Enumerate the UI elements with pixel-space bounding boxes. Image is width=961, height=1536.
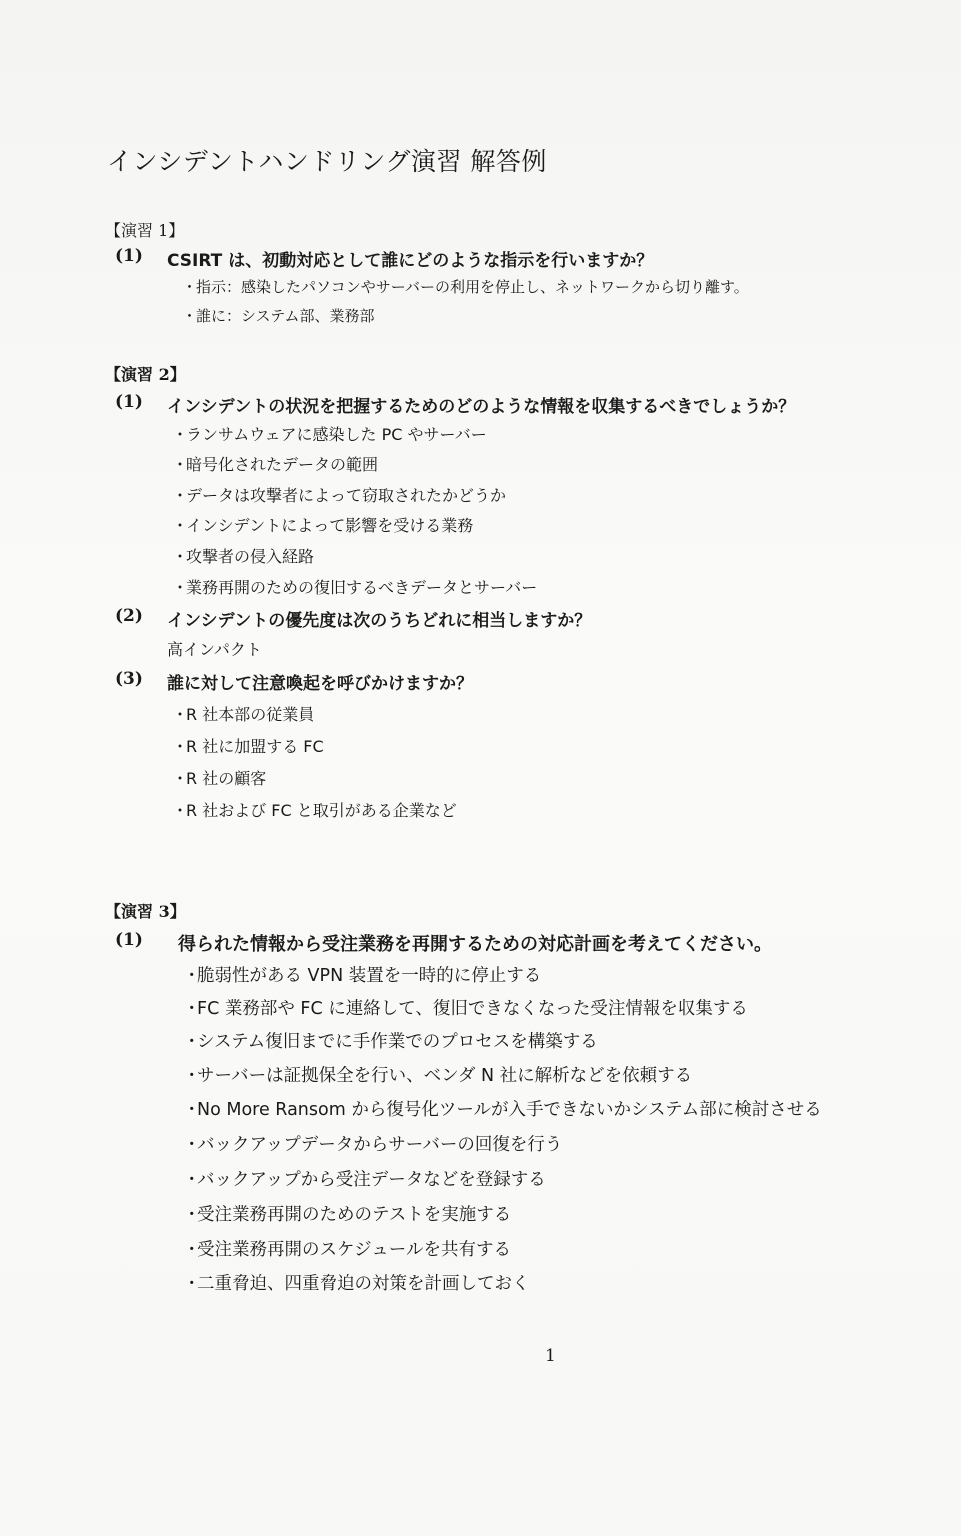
- exercise-3-q1-item: [183, 995, 748, 1020]
- exercise-2-q2-number: (2): [115, 606, 143, 626]
- exercise-1-heading: 【演習 1】: [105, 221, 185, 240]
- exercise-3-heading: 【演習 3】: [105, 902, 186, 921]
- exercise-2-q1-text: インシデントの状況を把握するためのどのような情報を収集するべきでしょうか？: [167, 397, 796, 417]
- page-title: インシデントハンドリング演習 解答例: [107, 147, 547, 176]
- bullet: ・: [183, 999, 201, 1019]
- item-text: R 社の顧客: [186, 769, 267, 788]
- bullet: ・: [182, 278, 198, 296]
- exercise-2-q1-item: [172, 544, 314, 567]
- bullet: ・: [172, 737, 189, 756]
- item-text: システム復旧までに手作業でのプロセスを構築する: [197, 1032, 598, 1052]
- exercise-1-q1-item: [182, 305, 375, 326]
- exercise-3-q1-item: [183, 1236, 511, 1261]
- exercise-3-q1-item: [183, 1201, 511, 1226]
- item-text: インシデントによって影響を受ける業務: [186, 516, 474, 535]
- exercise-3-q1-item: [183, 1166, 546, 1191]
- item-text: R 社に加盟する FC: [186, 737, 324, 756]
- item-text: FC 業務部や FC に連絡して、復旧できなくなった受注情報を収集する: [197, 999, 748, 1019]
- item-text: サーバーは証拠保全を行い、ベンダ N 社に解析などを依頼する: [197, 1066, 693, 1086]
- exercise-2-q3-item: [172, 798, 457, 821]
- item-text: バックアップデータからサーバーの回復を行う: [197, 1135, 563, 1155]
- bullet: ・: [183, 1274, 201, 1294]
- exercise-2-q1-item: [172, 575, 537, 598]
- bullet: ・: [172, 547, 189, 566]
- bullet: ・: [172, 705, 189, 724]
- exercise-2-q1-item: [172, 422, 487, 445]
- bullet: ・: [183, 1205, 201, 1225]
- item-text: 暗号化されたデータの範囲: [186, 455, 379, 474]
- exercise-3-q1-item: [183, 1096, 822, 1121]
- bullet: ・: [172, 425, 189, 444]
- exercise-2-q3-item: [172, 702, 314, 725]
- exercise-2-q2-answer: 高インパクト: [167, 640, 262, 659]
- bullet: ・: [183, 1135, 201, 1155]
- exercise-1-q1-item: [182, 276, 749, 297]
- item-text: 受注業務再開のためのテストを実施する: [197, 1205, 512, 1225]
- bullet: ・: [172, 578, 189, 597]
- bullet: ・: [183, 1032, 201, 1052]
- item-text: R 社および FC と取引がある企業など: [186, 801, 457, 820]
- exercise-2-q1-item: [172, 452, 378, 475]
- bullet: ・: [172, 486, 189, 505]
- exercise-2-q3-item: [172, 766, 266, 789]
- page-number: 1: [545, 1346, 556, 1366]
- item-text: 業務再開のための復旧するべきデータとサーバー: [186, 578, 538, 597]
- item-text: ランサムウェアに感染した PC やサーバー: [186, 425, 487, 444]
- bullet: ・: [172, 516, 189, 535]
- exercise-2-q2-text: インシデントの優先度は次のうちどれに相当しますか？: [167, 611, 592, 631]
- bullet: ・: [183, 1240, 201, 1260]
- bullet: ・: [183, 1170, 201, 1190]
- exercise-2-q1-item: [172, 483, 506, 506]
- exercise-3-q1-item: [183, 1131, 562, 1156]
- item-text: バックアップから受注データなどを登録する: [197, 1170, 546, 1190]
- exercise-3-q1-item: [183, 1062, 692, 1087]
- exercise-3-q1-text: 得られた情報から受注業務を再開するための対応計画を考えてください。: [178, 934, 772, 955]
- item-text: 誰に：システム部、業務部: [196, 307, 375, 325]
- bullet: ・: [172, 769, 189, 788]
- bullet: ・: [172, 801, 189, 820]
- bullet: ・: [183, 1066, 201, 1086]
- exercise-1-q1-number: (1): [115, 246, 143, 266]
- item-text: 攻撃者の侵入経路: [186, 547, 315, 566]
- exercise-2-q3-item: [172, 734, 324, 757]
- bullet: ・: [183, 1100, 201, 1120]
- exercise-2-heading: 【演習 2】: [105, 365, 186, 384]
- item-text: 脆弱性がある VPN 装置を一時的に停止する: [197, 966, 542, 986]
- exercise-2-q1-number: (1): [115, 392, 143, 412]
- bullet: ・: [182, 307, 198, 325]
- exercise-3-q1-item: [183, 962, 541, 987]
- item-text: 指示：感染したパソコンやサーバーの利用を停止し、ネットワークから切り離す。: [196, 278, 749, 296]
- exercise-3-q1-number: (1): [115, 930, 143, 950]
- exercise-1-q1-text: CSIRT は、初動対応として誰にどのような指示を行いますか？: [167, 251, 654, 271]
- item-text: 受注業務再開のスケジュールを共有する: [197, 1240, 511, 1260]
- exercise-2-q3-text: 誰に対して注意喚起を呼びかけますか？: [167, 674, 473, 694]
- item-text: データは攻撃者によって窃取されたかどうか: [186, 486, 507, 505]
- exercise-3-q1-item: [183, 1270, 530, 1295]
- bullet: ・: [172, 455, 189, 474]
- exercise-2-q3-number: (3): [115, 669, 143, 689]
- item-text: No More Ransom から復号化ツールが入手できないかシステム部に検討させる: [197, 1100, 822, 1120]
- exercise-2-q1-item: [172, 513, 473, 536]
- item-text: 二重脅迫、四重脅迫の対策を計画しておく: [197, 1274, 530, 1294]
- item-text: R 社本部の従業員: [186, 705, 315, 724]
- exercise-3-q1-item: [183, 1028, 598, 1053]
- bullet: ・: [183, 966, 201, 986]
